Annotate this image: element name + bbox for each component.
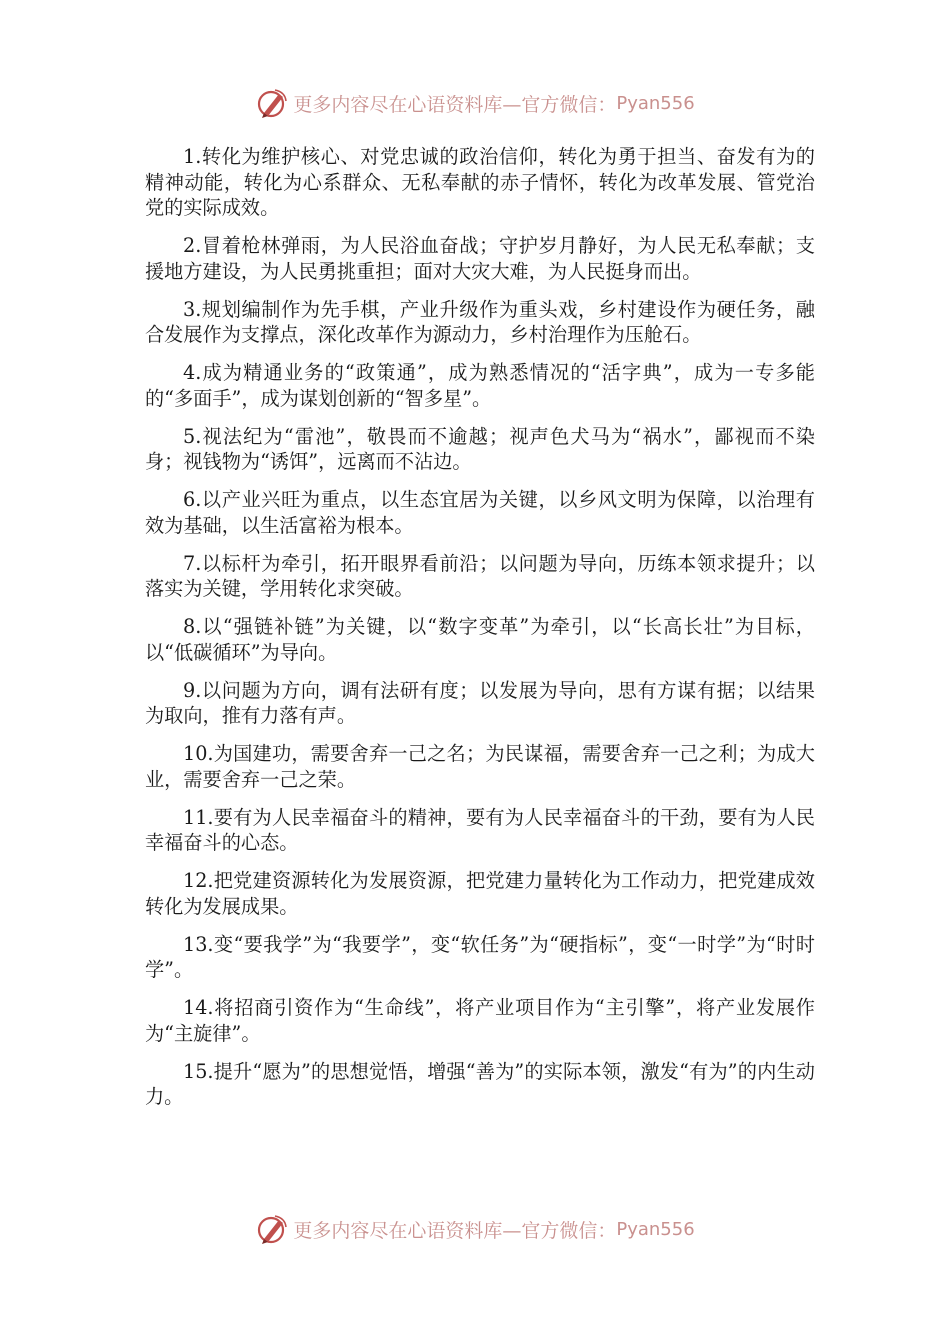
banner-text: 更多内容尽在心语资料库—官方微信： bbox=[293, 93, 617, 116]
paragraph-6: 6.以产业兴旺为重点，以生态宜居为关键，以乡风文明为保障，以治理有效为基础，以生活富裕为根本。 bbox=[145, 488, 815, 537]
paragraph-12: 12.把党建资源转化为发展资源，把党建力量转化为工作动力，把党建成效转化为发展成果。 bbox=[145, 869, 815, 918]
paragraph-9: 9.以问题为方向，调有法研有度；以发展为导向，思有方谋有据；以结果为取向，推有力落有声。 bbox=[145, 678, 815, 727]
paragraph-4: 4.成为精通业务的“政策通”，成为熟悉情况的“活字典”，成为一专多能的“多面手”，成为谋划创新的“智多星”。 bbox=[145, 361, 815, 410]
paragraph-2: 2.冒着枪林弹雨，为人民浴血奋战；守护岁月静好，为人民无私奉献；支援地方建设，为人民勇挑重担；面对大灾大难，为人民挺身而出。 bbox=[145, 234, 815, 283]
header-banner bbox=[0, 86, 950, 120]
document-body bbox=[145, 144, 815, 1122]
paragraph-11: 11.要有为人民幸福奋斗的精神，要有为人民幸福奋斗的干劲，要有为人民幸福奋斗的心态。 bbox=[145, 805, 815, 854]
footer-banner bbox=[0, 1212, 950, 1246]
paragraph-13: 13.变“要我学”为“我要学”，变“软任务”为“硬指标”，变“一时学”为“时时学”。 bbox=[145, 932, 815, 981]
paragraph-3: 3.规划编制作为先手棋，产业升级作为重头戏，乡村建设作为硬任务，融合发展作为支撑点，深化改革作为源动力，乡村治理作为压舱石。 bbox=[145, 297, 815, 346]
wechat-id: Pyan556 bbox=[616, 1218, 695, 1240]
paragraph-8: 8.以“强链补链”为关键，以“数字变革”为牵引，以“长高长壮”为目标，以“低碳循环”为导向。 bbox=[145, 615, 815, 664]
pen-logo-icon bbox=[255, 1212, 289, 1246]
paragraph-10: 10.为国建功，需要舍弃一己之名；为民谋福，需要舍弃一己之利；为成大业，需要舍弃一己之荣。 bbox=[145, 742, 815, 791]
pen-logo-icon bbox=[255, 86, 289, 120]
wechat-id: Pyan556 bbox=[616, 92, 695, 114]
banner-text: 更多内容尽在心语资料库—官方微信： bbox=[293, 1219, 617, 1242]
paragraph-14: 14.将招商引资作为“生命线”，将产业项目作为“主引擎”，将产业发展作为“主旋律”。 bbox=[145, 996, 815, 1045]
paragraph-7: 7.以标杆为牵引，拓开眼界看前沿；以问题为导向，历练本领求提升；以落实为关键，学用转化求突破。 bbox=[145, 551, 815, 600]
paragraph-5: 5.视法纪为“雷池”，敬畏而不逾越；视声色犬马为“祸水”，鄙视而不染身；视钱物为“诱饵”，远离而不沾边。 bbox=[145, 424, 815, 473]
paragraph-1: 1.转化为维护核心、对党忠诚的政治信仰，转化为勇于担当、奋发有为的精神动能，转化为心系群众、无私奉献的赤子情怀，转化为改革发展、管党治党的实际成效。 bbox=[145, 145, 815, 219]
paragraph-15: 15.提升“愿为”的思想觉悟，增强“善为”的实际本领，激发“有为”的内生动力。 bbox=[145, 1059, 815, 1108]
